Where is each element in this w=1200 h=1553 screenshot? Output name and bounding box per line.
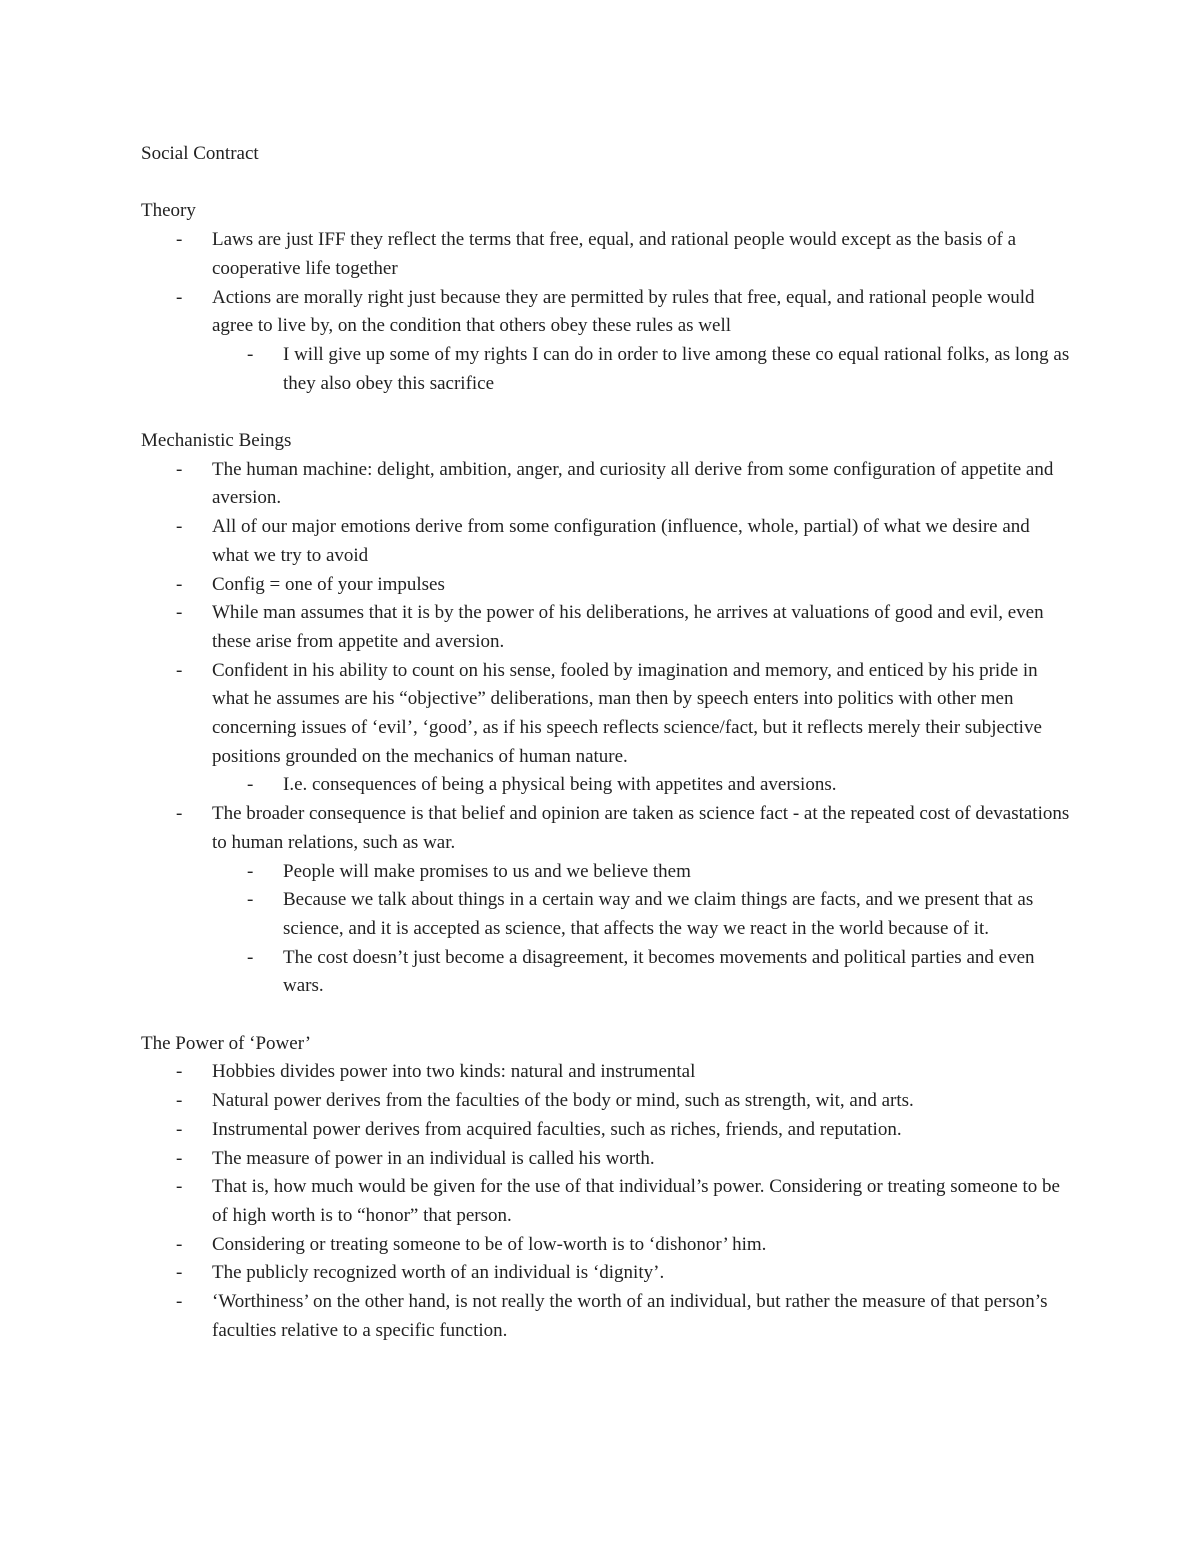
list-item-text: Config = one of your impulses	[212, 573, 445, 595]
section-heading: The Power of ‘Power’	[141, 1032, 312, 1054]
list-item	[212, 800, 1071, 1001]
sub-list-item: - I will give up some of my rights I can do in order to live among these co equal rational folks, as long as they also obey this sacrifice	[283, 341, 1071, 398]
sub-list-item: - People will make promises to us and we believe them	[283, 858, 1071, 887]
list-item	[212, 1231, 1071, 1260]
list-item-text: Confident in his ability to count on his sense, fooled by imagination and memory, and enticed by his pride in what he assumes are his “objective” deliberations, man then by speech enters into politics with other men concerning issues of ‘evil’, ‘good’, as if his speech reflects science/fact, but it reflects merely their subjective positions grounded on the mechanics of human nature.	[212, 659, 1042, 767]
list-item	[212, 1259, 1071, 1288]
list-item	[212, 226, 1071, 283]
list-item-text: All of our major emotions derive from some configuration (influence, whole, partial) of what we desire and what we try to avoid	[212, 516, 1030, 566]
list-item	[212, 599, 1071, 656]
section	[141, 1030, 1071, 1346]
list-item-text: ‘Worthiness’ on the other hand, is not really the worth of an individual, but rather the measure of that person’s faculties relative to a specific function.	[212, 1291, 1048, 1341]
list-item-text: Natural power derives from the faculties of the body or mind, such as strength, wit, and arts.	[212, 1090, 914, 1112]
list-item-text: The human machine: delight, ambition, anger, and curiosity all derive from some configuration of appetite and aversion.	[212, 458, 1054, 509]
list-item	[212, 456, 1071, 513]
sub-list-item: - I.e. consequences of being a physical being with appetites and aversions.	[283, 771, 1071, 800]
list-item	[212, 1145, 1071, 1174]
section-heading: Theory	[141, 200, 196, 222]
list-item	[212, 1173, 1071, 1230]
bullet-list	[141, 226, 1071, 398]
bullet-list	[141, 456, 1071, 1001]
sub-list-item: - The cost doesn’t just become a disagreement, it becomes movements and political parties and even wars.	[283, 944, 1071, 1001]
list-item	[212, 1288, 1071, 1345]
document-page	[141, 140, 1071, 1345]
document-body	[141, 197, 1071, 1345]
list-item	[212, 1058, 1071, 1087]
list-item	[212, 1116, 1071, 1145]
bullet-list	[141, 1058, 1071, 1345]
list-item-text: The broader consequence is that belief and opinion are taken as science fact - at the repeated cost of devastations to human relations, such as war.	[212, 803, 1070, 853]
list-item-text: Laws are just IFF they reflect the terms that free, equal, and rational people would except as the basis of a cooperative life together	[212, 229, 1017, 279]
document-title: Social Contract	[141, 143, 259, 164]
list-item-text: Instrumental power derives from acquired faculties, such as riches, friends, and reputation.	[212, 1118, 902, 1140]
list-item-text: The publicly recognized worth of an individual is ‘dignity’.	[212, 1262, 665, 1284]
list-item-text: That is, how much would be given for the use of that individual’s power. Considering or treating someone to be of high worth is to “honor” that person.	[212, 1176, 1060, 1226]
list-item-text: Actions are morally right just because they are permitted by rules that free, equal, and rational people would agree to live by, on the condition that others obey these rules as well	[212, 286, 1035, 337]
list-item	[212, 284, 1071, 399]
list-item	[212, 513, 1071, 570]
section	[141, 427, 1071, 1001]
list-item	[212, 1087, 1071, 1116]
sub-bullet-list	[212, 858, 1071, 1002]
sub-bullet-list	[212, 771, 1071, 800]
list-item-text: The measure of power in an individual is called his worth.	[212, 1147, 655, 1169]
list-item-text: Hobbies divides power into two kinds: natural and instrumental	[212, 1061, 696, 1083]
list-item	[212, 657, 1071, 801]
sub-bullet-list	[212, 341, 1071, 398]
sub-list-item: - Because we talk about things in a certain way and we claim things are facts, and we present that as science, and it is accepted as science, that affects the way we react in the world because of it.	[283, 886, 1071, 943]
list-item-text: Considering or treating someone to be of low-worth is to ‘dishonor’ him.	[212, 1233, 767, 1255]
section	[141, 197, 1071, 398]
list-item-text: While man assumes that it is by the power of his deliberations, he arrives at valuations of good and evil, even these arise from appetite and aversion.	[212, 602, 1044, 652]
section-heading: Mechanistic Beings	[141, 430, 292, 451]
list-item	[212, 571, 1071, 600]
